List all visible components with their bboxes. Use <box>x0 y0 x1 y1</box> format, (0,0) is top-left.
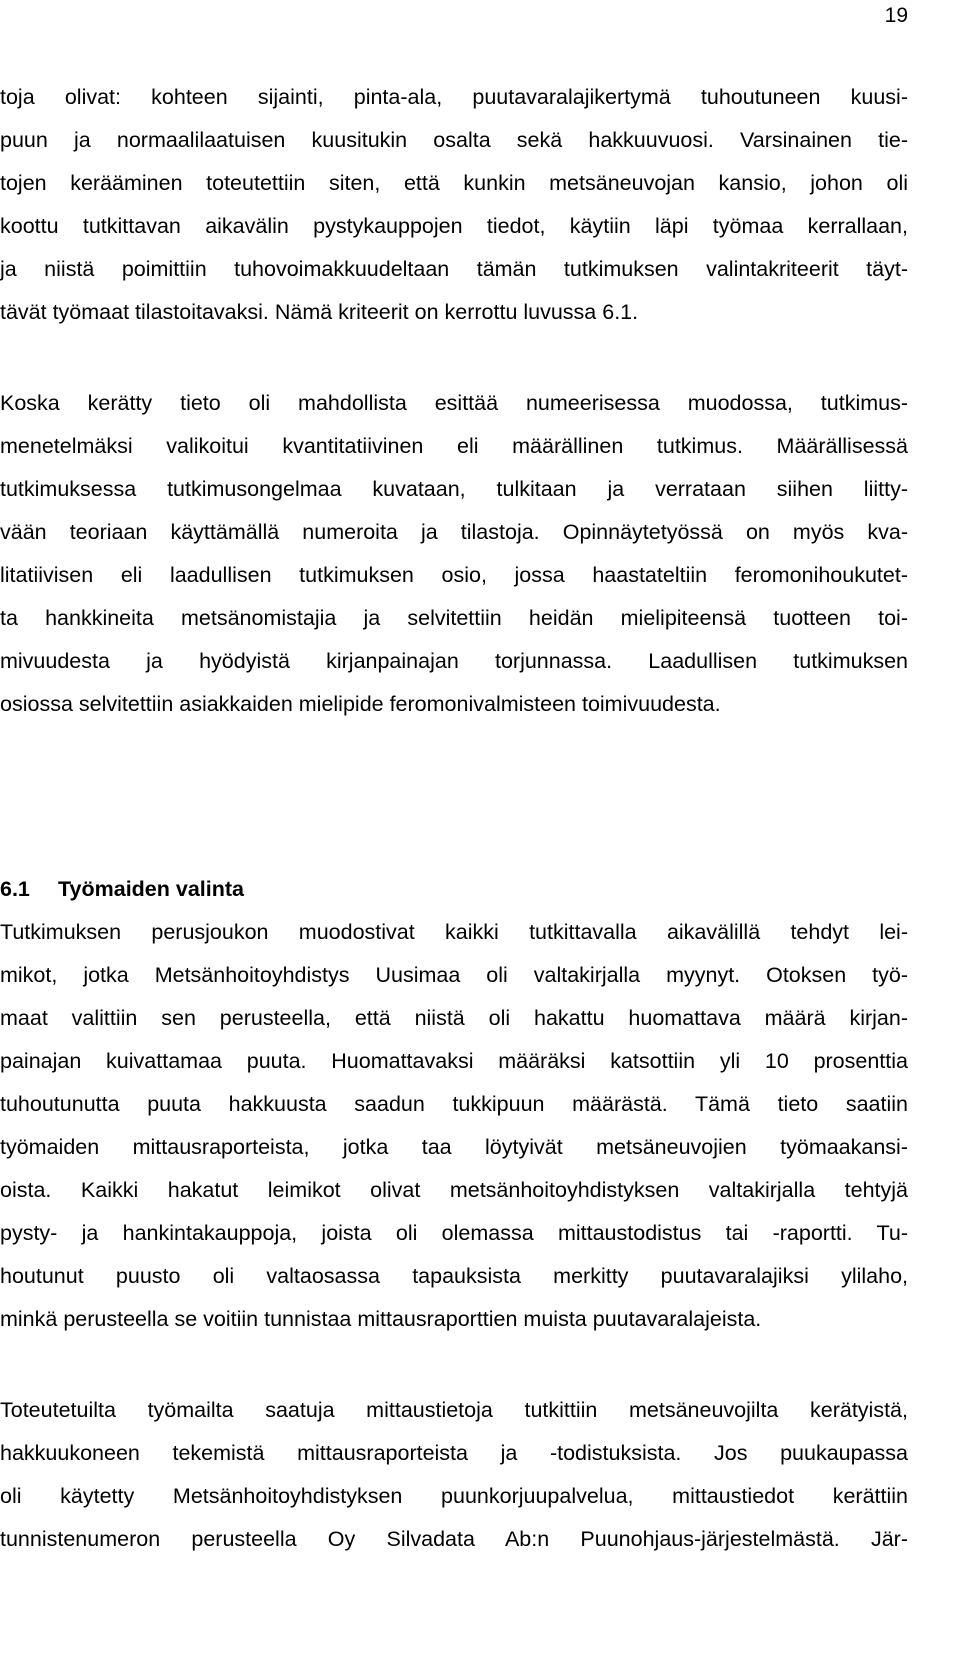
text-line: puun ja normaalilaatuisen kuusitukin osalta sekä hakkuuvuosi. Varsinainen tie- <box>0 128 908 152</box>
text-line: osiossa selvitettiin asiakkaiden mielipide feromonivalmisteen toimivuudesta. <box>0 692 721 716</box>
text-line: minkä perusteella se voitiin tunnistaa mittausraporttien muista puutavaralajeista. <box>0 1307 762 1331</box>
page-number: 19 <box>884 4 908 27</box>
text-line: ta hankkineita metsänomistajia ja selvitettiin heidän mielipiteensä tuotteen toi- <box>0 606 908 630</box>
text-line: oista. Kaikki hakatut leimikot olivat metsänhoitoyhdistyksen valtakirjalla tehtyjä <box>0 1178 908 1202</box>
text-line: menetelmäksi valikoitui kvantitatiivinen eli määrällinen tutkimus. Määrällisessä <box>0 434 908 458</box>
text-line: tutkimuksessa tutkimusongelmaa kuvataan, tulkitaan ja verrataan siihen liitty- <box>0 477 908 501</box>
text-line: koottu tutkittavan aikavälin pystykauppojen tiedot, käytiin läpi työmaa kerrallaan, <box>0 214 908 238</box>
text-line: Koska kerätty tieto oli mahdollista esittää numeerisessa muodossa, tutkimus- <box>0 391 908 415</box>
text-line: mikot, jotka Metsänhoitoyhdistys Uusimaa oli valtakirjalla myynyt. Otoksen työ- <box>0 963 908 987</box>
text-line: Tutkimuksen perusjoukon muodostivat kaikki tutkittavalla aikavälillä tehdyt lei- <box>0 920 908 944</box>
text-line: tunnistenumeron perusteella Oy Silvadata Ab:n Puunohjaus-järjestelmästä. Jär- <box>0 1527 908 1551</box>
text-line: tuhoutunutta puuta hakkuusta saadun tukkipuun määrästä. Tämä tieto saatiin <box>0 1092 908 1116</box>
text-line: vään teoriaan käyttämällä numeroita ja tilastoja. Opinnäytetyössä on myös kva- <box>0 520 908 544</box>
text-line: litatiivisen eli laadullisen tutkimuksen osio, jossa haastateltiin feromonihoukutet- <box>0 563 908 587</box>
text-line: toja olivat: kohteen sijainti, pinta-ala, puutavaralajikertymä tuhoutuneen kuusi- <box>0 85 908 109</box>
section-title: Työmaiden valinta <box>58 877 244 901</box>
text-line: houtunut puusto oli valtaosassa tapauksista merkitty puutavaralajiksi ylilaho, <box>0 1264 908 1288</box>
text-line: maat valittiin sen perusteella, että niistä oli hakattu huomattava määrä kirjan- <box>0 1006 908 1030</box>
text-line: Toteutetuilta työmailta saatuja mittaustietoja tutkittiin metsäneuvojilta kerätyistä, <box>0 1398 908 1422</box>
text-line: tojen kerääminen toteutettiin siten, että kunkin metsäneuvojan kansio, johon oli <box>0 171 908 195</box>
section-number: 6.1 <box>0 877 30 901</box>
text-line: tävät työmaat tilastoitavaksi. Nämä kriteerit on kerrottu luvussa 6.1. <box>0 300 639 324</box>
text-line: pysty- ja hankintakauppoja, joista oli olemassa mittaustodistus tai -raportti. Tu- <box>0 1221 908 1245</box>
text-line: ja niistä poimittiin tuhovoimakkuudeltaan tämän tutkimuksen valintakriteerit täyt- <box>0 257 908 281</box>
text-line: painajan kuivattamaa puuta. Huomattavaksi määräksi katsottiin yli 10 prosenttia <box>0 1049 908 1073</box>
text-line: mivuudesta ja hyödyistä kirjanpainajan torjunnassa. Laadullisen tutkimuksen <box>0 649 908 673</box>
section-heading <box>0 877 244 902</box>
text-line: oli käytetty Metsänhoitoyhdistyksen puunkorjuupalvelua, mittaustiedot kerättiin <box>0 1484 908 1508</box>
text-line: hakkuukoneen tekemistä mittausraporteista ja -todistuksista. Jos puukaupassa <box>0 1441 908 1465</box>
text-line: työmaiden mittausraporteista, jotka taa löytyivät metsäneuvojien työmaakansi- <box>0 1135 908 1159</box>
